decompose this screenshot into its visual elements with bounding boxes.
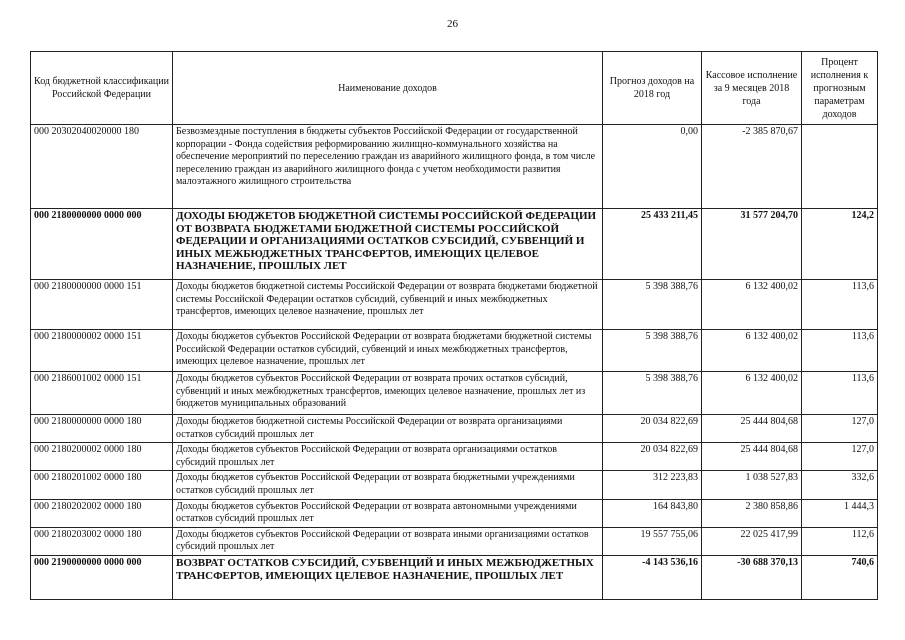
table-row — [31, 125, 878, 209]
row-name: Безвозмездные поступления в бюджеты субъектов Российской Федерации от государственной корпорации - Фонда содействия реформированию жилищно-коммунального хозяйства на обеспечение мероприятий по переселению граждан из аварийного жилищного фонда, в том числе переселению граждан из аварийного жилищного фонда с учетом необходимости развития малоэтажного жилищного строительства — [173, 125, 603, 209]
row-percent: 113,6 — [802, 330, 878, 372]
row-name: Доходы бюджетов бюджетной системы Российской Федерации от возврата организациями остатков субсидий прошлых лет — [173, 415, 603, 443]
row-cash: 25 444 804,68 — [702, 415, 802, 443]
row-name: Доходы бюджетов субъектов Российской Федерации от возврата автономными учреждениями остатков субсидий прошлых лет — [173, 499, 603, 527]
row-cash: 31 577 204,70 — [702, 209, 802, 280]
row-percent: 332,6 — [802, 471, 878, 499]
row-name: ДОХОДЫ БЮДЖЕТОВ БЮДЖЕТНОЙ СИСТЕМЫ РОССИЙСКОЙ ФЕДЕРАЦИИ ОТ ВОЗВРАТА БЮДЖЕТАМИ БЮДЖЕТНОЙ СИСТЕМЫ РОССИЙСКОЙ ФЕДЕРАЦИИ И ОРГАНИЗАЦИЯМИ ОСТАТКОВ СУБСИДИЙ, СУБВЕНЦИЙ И ИНЫХ МЕЖБЮДЖЕТНЫХ ТРАНСФЕРТОВ, ИМЕЮЩИХ ЦЕЛЕВОЕ НАЗНАЧЕНИЕ, ПРОШЛЫХ ЛЕТ — [173, 209, 603, 280]
row-cash: 22 025 417,99 — [702, 527, 802, 555]
table-row — [31, 280, 878, 330]
row-percent: 1 444,3 — [802, 499, 878, 527]
row-code: 000 2180200002 0000 180 — [31, 443, 173, 471]
header-cash: Кассовое исполнение за 9 месяцев 2018 года — [702, 52, 802, 125]
row-forecast: 20 034 822,69 — [603, 415, 702, 443]
row-code: 000 2180000000 0000 000 — [31, 209, 173, 280]
table-row — [31, 372, 878, 415]
row-code: 000 2180000000 0000 151 — [31, 280, 173, 330]
row-percent: 112,6 — [802, 527, 878, 555]
row-cash: 6 132 400,02 — [702, 330, 802, 372]
row-percent: 124,2 — [802, 209, 878, 280]
row-percent: 127,0 — [802, 415, 878, 443]
row-cash: 2 380 858,86 — [702, 499, 802, 527]
header-forecast: Прогноз доходов на 2018 год — [603, 52, 702, 125]
row-cash: 1 038 527,83 — [702, 471, 802, 499]
row-forecast: 20 034 822,69 — [603, 443, 702, 471]
table-row — [31, 471, 878, 499]
table-row — [31, 555, 878, 599]
row-code: 000 2186001002 0000 151 — [31, 372, 173, 415]
row-code: 000 2180202002 0000 180 — [31, 499, 173, 527]
table-row — [31, 209, 878, 280]
row-code: 000 2180000002 0000 151 — [31, 330, 173, 372]
table-row — [31, 415, 878, 443]
row-code: 000 2190000000 0000 000 — [31, 555, 173, 599]
row-code: 000 2180000000 0000 180 — [31, 415, 173, 443]
row-forecast: 164 843,80 — [603, 499, 702, 527]
table-row — [31, 330, 878, 372]
page-number: 26 — [447, 18, 458, 30]
row-forecast: 0,00 — [603, 125, 702, 209]
header-name: Наименование доходов — [173, 52, 603, 125]
row-code: 000 20302040020000 180 — [31, 125, 173, 209]
row-cash: 6 132 400,02 — [702, 372, 802, 415]
row-percent: 127,0 — [802, 443, 878, 471]
row-name: ВОЗВРАТ ОСТАТКОВ СУБСИДИЙ, СУБВЕНЦИЙ И ИНЫХ МЕЖБЮДЖЕТНЫХ ТРАНСФЕРТОВ, ИМЕЮЩИХ ЦЕЛЕВОЕ НАЗНАЧЕНИЕ, ПРОШЛЫХ ЛЕТ — [173, 555, 603, 599]
row-cash: -30 688 370,13 — [702, 555, 802, 599]
table-row — [31, 527, 878, 555]
row-percent: 113,6 — [802, 280, 878, 330]
row-forecast: 19 557 755,06 — [603, 527, 702, 555]
row-name: Доходы бюджетов субъектов Российской Федерации от возврата бюджетами бюджетной системы Российской Федерации остатков субсидий, субвенций и иных межбюджетных трансфертов, имеющих целевое назначение, прошлых лет — [173, 330, 603, 372]
row-name: Доходы бюджетов субъектов Российской Федерации от возврата организациями остатков субсидий прошлых лет — [173, 443, 603, 471]
header-percent: Процент исполнения к прогнозным параметрам доходов — [802, 52, 878, 125]
row-forecast: 5 398 388,76 — [603, 372, 702, 415]
row-percent — [802, 125, 878, 209]
row-name: Доходы бюджетов субъектов Российской Федерации от возврата иными организациями остатков субсидий прошлых лет — [173, 527, 603, 555]
row-cash: 25 444 804,68 — [702, 443, 802, 471]
row-code: 000 2180203002 0000 180 — [31, 527, 173, 555]
row-percent: 113,6 — [802, 372, 878, 415]
row-forecast: 25 433 211,45 — [603, 209, 702, 280]
table-row — [31, 499, 878, 527]
row-forecast: -4 143 536,16 — [603, 555, 702, 599]
row-cash: -2 385 870,67 — [702, 125, 802, 209]
table-header-row — [31, 52, 878, 125]
revenue-table — [30, 51, 878, 600]
row-percent: 740,6 — [802, 555, 878, 599]
row-forecast: 312 223,83 — [603, 471, 702, 499]
row-forecast: 5 398 388,76 — [603, 330, 702, 372]
row-code: 000 2180201002 0000 180 — [31, 471, 173, 499]
row-cash: 6 132 400,02 — [702, 280, 802, 330]
row-name: Доходы бюджетов субъектов Российской Федерации от возврата бюджетными учреждениями остатков субсидий прошлых лет — [173, 471, 603, 499]
row-forecast: 5 398 388,76 — [603, 280, 702, 330]
table-row — [31, 443, 878, 471]
row-name: Доходы бюджетов бюджетной системы Российской Федерации от возврата бюджетами бюджетной системы Российской Федерации остатков субсидий, субвенций и иных межбюджетных трансфертов, имеющих целевое назначение, прошлых лет — [173, 280, 603, 330]
header-code: Код бюджетной классификации Российской Федерации — [31, 52, 173, 125]
row-name: Доходы бюджетов субъектов Российской Федерации от возврата прочих остатков субсидий, субвенций и иных межбюджетных трансфертов, имеющих целевое назначение, прошлых лет из бюджетов муниципальных образований — [173, 372, 603, 415]
